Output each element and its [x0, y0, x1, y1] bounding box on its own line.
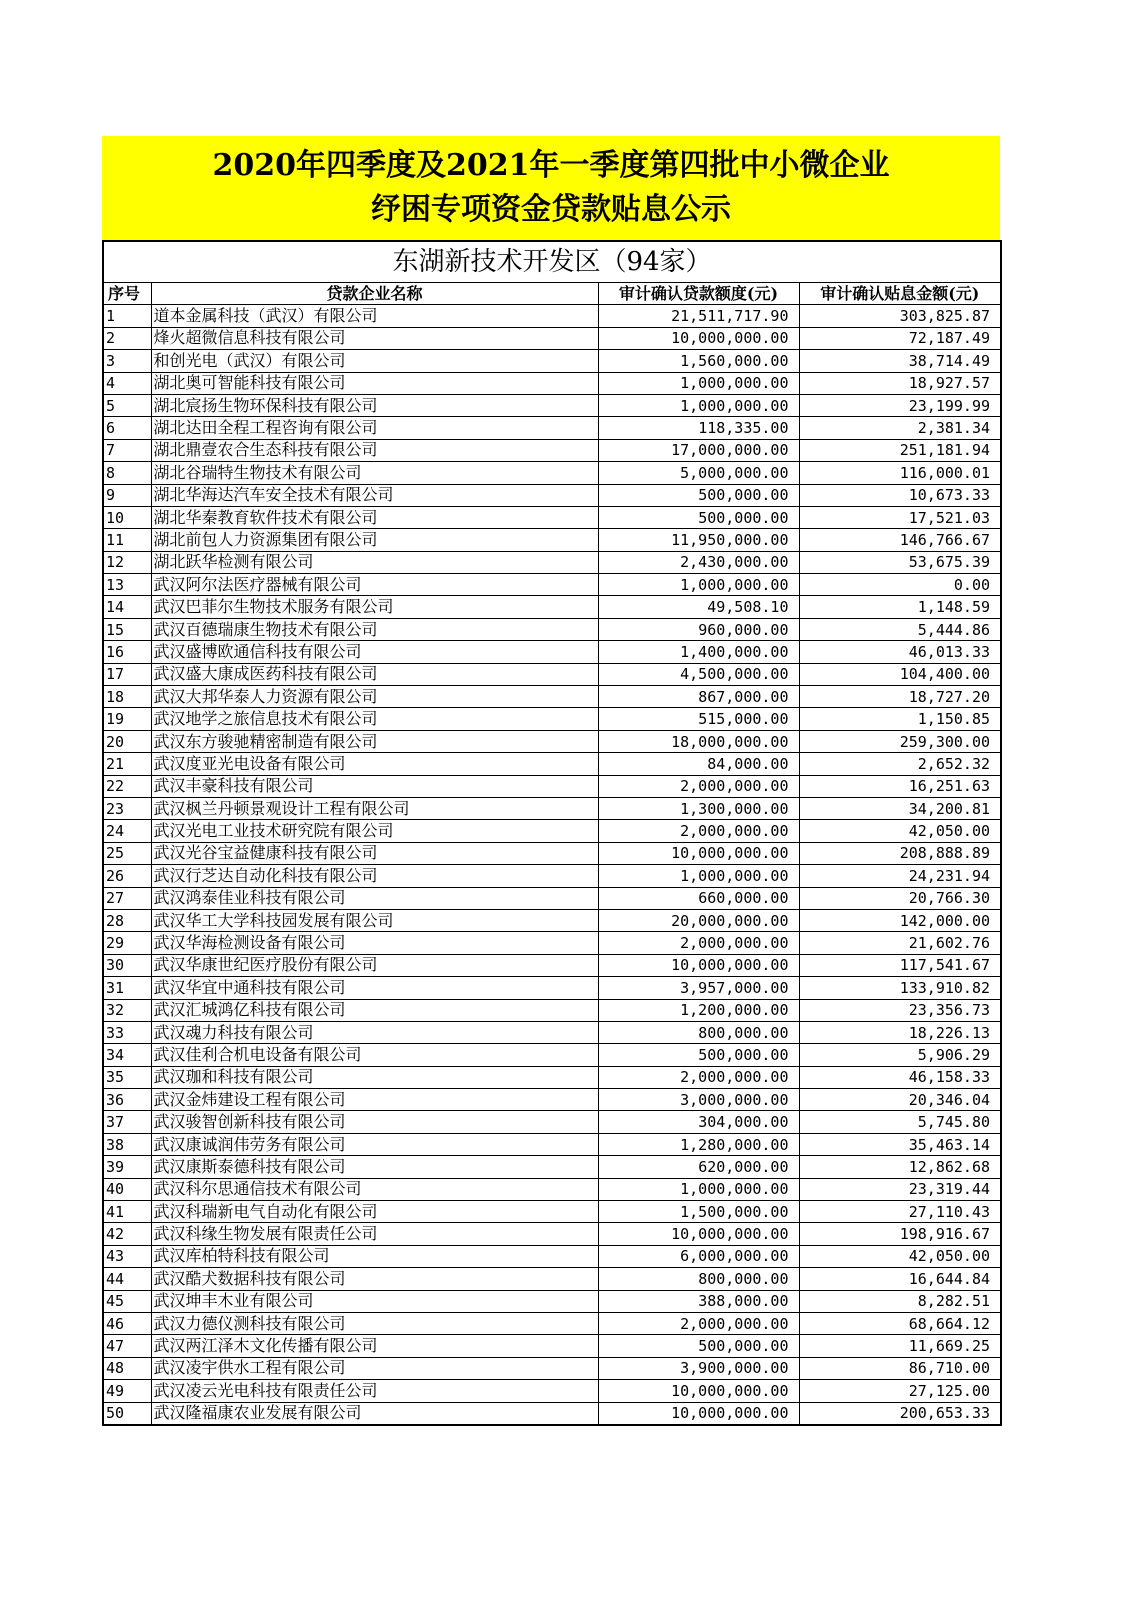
- table-row: [103, 1089, 1001, 1111]
- table-row: [103, 954, 1001, 976]
- row-subsidy-amount: 18,226.13: [799, 1021, 1001, 1043]
- row-company: 和创光电（武汉）有限公司: [151, 350, 598, 372]
- row-company: 武汉隆福康农业发展有限公司: [151, 1402, 598, 1425]
- row-subsidy-amount: 20,346.04: [799, 1089, 1001, 1111]
- row-subsidy-amount: 18,727.20: [799, 686, 1001, 708]
- row-company: 武汉魂力科技有限公司: [151, 1021, 598, 1043]
- table-row: [103, 842, 1001, 864]
- table-row: [103, 1223, 1001, 1245]
- row-seq: 47: [103, 1335, 151, 1357]
- row-seq: 40: [103, 1178, 151, 1200]
- row-company: 湖北华海达汽车安全技术有限公司: [151, 484, 598, 506]
- row-company: 武汉巴菲尔生物技术服务有限公司: [151, 596, 598, 618]
- row-company: 武汉鸿泰佳业科技有限公司: [151, 887, 598, 909]
- row-subsidy-amount: 16,251.63: [799, 775, 1001, 797]
- row-subsidy-amount: 24,231.94: [799, 865, 1001, 887]
- table-row: [103, 1290, 1001, 1312]
- row-company: 武汉凌云光电科技有限责任公司: [151, 1380, 598, 1402]
- row-loan-amount: 660,000.00: [598, 887, 799, 909]
- table-row: [103, 1335, 1001, 1357]
- row-subsidy-amount: 104,400.00: [799, 663, 1001, 685]
- row-seq: 15: [103, 618, 151, 640]
- row-subsidy-amount: 133,910.82: [799, 977, 1001, 999]
- row-company: 武汉珈和科技有限公司: [151, 1066, 598, 1088]
- row-company: 湖北华秦教育软件技术有限公司: [151, 506, 598, 528]
- row-seq: 2: [103, 327, 151, 349]
- row-loan-amount: 11,950,000.00: [598, 529, 799, 551]
- row-company: 烽火超微信息科技有限公司: [151, 327, 598, 349]
- row-subsidy-amount: 12,862.68: [799, 1156, 1001, 1178]
- header-company: 贷款企业名称: [151, 283, 598, 305]
- row-subsidy-amount: 86,710.00: [799, 1357, 1001, 1379]
- row-company: 武汉汇城鸿亿科技有限公司: [151, 999, 598, 1021]
- row-loan-amount: 515,000.00: [598, 708, 799, 730]
- row-company: 武汉光谷宝益健康科技有限公司: [151, 842, 598, 864]
- row-subsidy-amount: 10,673.33: [799, 484, 1001, 506]
- row-subsidy-amount: 11,669.25: [799, 1335, 1001, 1357]
- row-loan-amount: 10,000,000.00: [598, 327, 799, 349]
- row-seq: 46: [103, 1312, 151, 1334]
- table-row: [103, 730, 1001, 752]
- row-subsidy-amount: 259,300.00: [799, 730, 1001, 752]
- row-subsidy-amount: 142,000.00: [799, 909, 1001, 931]
- row-company: 武汉枫兰丹顿景观设计工程有限公司: [151, 797, 598, 819]
- row-loan-amount: 960,000.00: [598, 618, 799, 640]
- row-loan-amount: 3,957,000.00: [598, 977, 799, 999]
- row-subsidy-amount: 251,181.94: [799, 439, 1001, 461]
- table-row: [103, 1111, 1001, 1133]
- row-seq: 20: [103, 730, 151, 752]
- row-company: 武汉东方骏驰精密制造有限公司: [151, 730, 598, 752]
- row-loan-amount: 17,000,000.00: [598, 439, 799, 461]
- row-seq: 36: [103, 1089, 151, 1111]
- row-seq: 45: [103, 1290, 151, 1312]
- row-company: 武汉地学之旅信息技术有限公司: [151, 708, 598, 730]
- row-loan-amount: 49,508.10: [598, 596, 799, 618]
- row-seq: 12: [103, 551, 151, 573]
- row-subsidy-amount: 17,521.03: [799, 506, 1001, 528]
- row-loan-amount: 800,000.00: [598, 1021, 799, 1043]
- row-seq: 35: [103, 1066, 151, 1088]
- row-subsidy-amount: 23,319.44: [799, 1178, 1001, 1200]
- row-subsidy-amount: 8,282.51: [799, 1290, 1001, 1312]
- row-seq: 39: [103, 1156, 151, 1178]
- row-subsidy-amount: 42,050.00: [799, 820, 1001, 842]
- table-row: [103, 797, 1001, 819]
- row-seq: 43: [103, 1245, 151, 1267]
- row-company: 湖北奥可智能科技有限公司: [151, 372, 598, 394]
- row-company: 武汉佳利合机电设备有限公司: [151, 1044, 598, 1066]
- row-company: 武汉康斯泰德科技有限公司: [151, 1156, 598, 1178]
- row-seq: 11: [103, 529, 151, 551]
- row-seq: 9: [103, 484, 151, 506]
- row-subsidy-amount: 146,766.67: [799, 529, 1001, 551]
- table-row: [103, 305, 1001, 327]
- row-subsidy-amount: 198,916.67: [799, 1223, 1001, 1245]
- row-company: 武汉行芝达自动化科技有限公司: [151, 865, 598, 887]
- row-seq: 29: [103, 932, 151, 954]
- row-company: 道本金属科技（武汉）有限公司: [151, 305, 598, 327]
- row-seq: 14: [103, 596, 151, 618]
- table-row: [103, 529, 1001, 551]
- row-subsidy-amount: 18,927.57: [799, 372, 1001, 394]
- row-loan-amount: 1,000,000.00: [598, 372, 799, 394]
- row-loan-amount: 500,000.00: [598, 1335, 799, 1357]
- row-seq: 16: [103, 641, 151, 663]
- table-row: [103, 618, 1001, 640]
- row-loan-amount: 2,430,000.00: [598, 551, 799, 573]
- row-seq: 4: [103, 372, 151, 394]
- row-company: 武汉度亚光电设备有限公司: [151, 753, 598, 775]
- row-loan-amount: 1,280,000.00: [598, 1133, 799, 1155]
- row-seq: 26: [103, 865, 151, 887]
- row-loan-amount: 1,200,000.00: [598, 999, 799, 1021]
- row-seq: 23: [103, 797, 151, 819]
- region-title: 东湖新技术开发区（94家）: [103, 241, 1001, 283]
- row-seq: 49: [103, 1380, 151, 1402]
- row-seq: 5: [103, 394, 151, 416]
- row-loan-amount: 1,300,000.00: [598, 797, 799, 819]
- header-row: [103, 283, 1001, 305]
- table-row: [103, 462, 1001, 484]
- row-company: 湖北宸扬生物环保科技有限公司: [151, 394, 598, 416]
- row-loan-amount: 5,000,000.00: [598, 462, 799, 484]
- table-row: [103, 999, 1001, 1021]
- row-seq: 48: [103, 1357, 151, 1379]
- row-seq: 17: [103, 663, 151, 685]
- table-row: [103, 372, 1001, 394]
- header-seq: 序号: [103, 283, 151, 305]
- header-subsidy-amount: 审计确认贴息金额(元): [799, 283, 1001, 305]
- row-seq: 38: [103, 1133, 151, 1155]
- row-loan-amount: 500,000.00: [598, 506, 799, 528]
- table-row: [103, 506, 1001, 528]
- row-loan-amount: 500,000.00: [598, 1044, 799, 1066]
- row-loan-amount: 1,000,000.00: [598, 394, 799, 416]
- row-seq: 19: [103, 708, 151, 730]
- row-company: 武汉大邦华泰人力资源有限公司: [151, 686, 598, 708]
- row-loan-amount: 21,511,717.90: [598, 305, 799, 327]
- row-subsidy-amount: 27,125.00: [799, 1380, 1001, 1402]
- title-line-2: 纾困专项资金贷款贴息公示: [371, 192, 731, 227]
- row-loan-amount: 2,000,000.00: [598, 932, 799, 954]
- row-subsidy-amount: 23,199.99: [799, 394, 1001, 416]
- row-subsidy-amount: 46,158.33: [799, 1066, 1001, 1088]
- row-company: 武汉华海检测设备有限公司: [151, 932, 598, 954]
- table-row: [103, 551, 1001, 573]
- row-loan-amount: 388,000.00: [598, 1290, 799, 1312]
- row-company: 武汉金炜建设工程有限公司: [151, 1089, 598, 1111]
- row-company: 武汉科瑞新电气自动化有限公司: [151, 1201, 598, 1223]
- row-subsidy-amount: 2,381.34: [799, 417, 1001, 439]
- table-row: [103, 1156, 1001, 1178]
- row-company: 武汉华康世纪医疗股份有限公司: [151, 954, 598, 976]
- table-row: [103, 1021, 1001, 1043]
- table-row: [103, 708, 1001, 730]
- row-loan-amount: 2,000,000.00: [598, 820, 799, 842]
- row-subsidy-amount: 72,187.49: [799, 327, 1001, 349]
- row-company: 武汉坤丰木业有限公司: [151, 1290, 598, 1312]
- row-subsidy-amount: 53,675.39: [799, 551, 1001, 573]
- table-row: [103, 1201, 1001, 1223]
- table-row: [103, 865, 1001, 887]
- table-row: [103, 394, 1001, 416]
- row-company: 武汉盛博欧通信科技有限公司: [151, 641, 598, 663]
- row-seq: 10: [103, 506, 151, 528]
- row-subsidy-amount: 5,906.29: [799, 1044, 1001, 1066]
- loan-subsidy-table: [102, 240, 1002, 1426]
- row-company: 湖北达田全程工程咨询有限公司: [151, 417, 598, 439]
- row-seq: 33: [103, 1021, 151, 1043]
- row-company: 武汉两江泽木文化传播有限公司: [151, 1335, 598, 1357]
- row-loan-amount: 1,000,000.00: [598, 1178, 799, 1200]
- row-subsidy-amount: 42,050.00: [799, 1245, 1001, 1267]
- row-company: 武汉骏智创新科技有限公司: [151, 1111, 598, 1133]
- row-company: 武汉康诚润伟劳务有限公司: [151, 1133, 598, 1155]
- row-loan-amount: 867,000.00: [598, 686, 799, 708]
- row-loan-amount: 10,000,000.00: [598, 1402, 799, 1425]
- row-seq: 18: [103, 686, 151, 708]
- row-subsidy-amount: 5,745.80: [799, 1111, 1001, 1133]
- table-row: [103, 753, 1001, 775]
- table-row: [103, 484, 1001, 506]
- table-row: [103, 1245, 1001, 1267]
- row-subsidy-amount: 23,356.73: [799, 999, 1001, 1021]
- row-subsidy-amount: 27,110.43: [799, 1201, 1001, 1223]
- row-company: 武汉华工大学科技园发展有限公司: [151, 909, 598, 931]
- row-loan-amount: 10,000,000.00: [598, 954, 799, 976]
- row-loan-amount: 2,000,000.00: [598, 775, 799, 797]
- table-row: [103, 932, 1001, 954]
- row-loan-amount: 10,000,000.00: [598, 842, 799, 864]
- row-loan-amount: 3,900,000.00: [598, 1357, 799, 1379]
- table-row: [103, 350, 1001, 372]
- row-subsidy-amount: 117,541.67: [799, 954, 1001, 976]
- table-row: [103, 1357, 1001, 1379]
- table-row: [103, 977, 1001, 999]
- row-company: 武汉盛大康成医药科技有限公司: [151, 663, 598, 685]
- row-company: 武汉库柏特科技有限公司: [151, 1245, 598, 1267]
- row-subsidy-amount: 35,463.14: [799, 1133, 1001, 1155]
- row-loan-amount: 2,000,000.00: [598, 1312, 799, 1334]
- table-row: [103, 1133, 1001, 1155]
- row-seq: 31: [103, 977, 151, 999]
- row-loan-amount: 3,000,000.00: [598, 1089, 799, 1111]
- row-subsidy-amount: 20,766.30: [799, 887, 1001, 909]
- row-company: 武汉科缘生物发展有限责任公司: [151, 1223, 598, 1245]
- row-subsidy-amount: 5,444.86: [799, 618, 1001, 640]
- table-row: [103, 1312, 1001, 1334]
- row-company: 湖北前包人力资源集团有限公司: [151, 529, 598, 551]
- row-seq: 25: [103, 842, 151, 864]
- row-seq: 21: [103, 753, 151, 775]
- row-seq: 42: [103, 1223, 151, 1245]
- table-row: [103, 887, 1001, 909]
- row-seq: 7: [103, 439, 151, 461]
- row-seq: 22: [103, 775, 151, 797]
- row-company: 武汉光电工业技术研究院有限公司: [151, 820, 598, 842]
- row-company: 湖北跃华检测有限公司: [151, 551, 598, 573]
- row-seq: 32: [103, 999, 151, 1021]
- row-subsidy-amount: 34,200.81: [799, 797, 1001, 819]
- row-loan-amount: 1,000,000.00: [598, 865, 799, 887]
- table-row: [103, 686, 1001, 708]
- table-row: [103, 775, 1001, 797]
- table-row: [103, 1268, 1001, 1290]
- table-row: [103, 596, 1001, 618]
- row-subsidy-amount: 21,602.76: [799, 932, 1001, 954]
- table-row: [103, 1402, 1001, 1425]
- row-loan-amount: 18,000,000.00: [598, 730, 799, 752]
- row-loan-amount: 10,000,000.00: [598, 1380, 799, 1402]
- row-loan-amount: 1,400,000.00: [598, 641, 799, 663]
- row-loan-amount: 304,000.00: [598, 1111, 799, 1133]
- row-seq: 30: [103, 954, 151, 976]
- row-loan-amount: 10,000,000.00: [598, 1223, 799, 1245]
- table-row: [103, 909, 1001, 931]
- table-row: [103, 417, 1001, 439]
- row-loan-amount: 800,000.00: [598, 1268, 799, 1290]
- row-loan-amount: 118,335.00: [598, 417, 799, 439]
- row-loan-amount: 620,000.00: [598, 1156, 799, 1178]
- row-seq: 28: [103, 909, 151, 931]
- row-seq: 27: [103, 887, 151, 909]
- subsidy-notice-sheet: [102, 136, 1000, 1426]
- row-loan-amount: 1,500,000.00: [598, 1201, 799, 1223]
- row-company: 武汉凌宇供水工程有限公司: [151, 1357, 598, 1379]
- row-subsidy-amount: 208,888.89: [799, 842, 1001, 864]
- title-banner: [102, 136, 1000, 240]
- row-loan-amount: 6,000,000.00: [598, 1245, 799, 1267]
- row-company: 武汉酷犬数据科技有限公司: [151, 1268, 598, 1290]
- row-loan-amount: 20,000,000.00: [598, 909, 799, 931]
- table-row: [103, 663, 1001, 685]
- row-company: 湖北谷瑞特生物技术有限公司: [151, 462, 598, 484]
- row-seq: 6: [103, 417, 151, 439]
- table-row: [103, 574, 1001, 596]
- table-row: [103, 820, 1001, 842]
- row-seq: 41: [103, 1201, 151, 1223]
- row-subsidy-amount: 1,148.59: [799, 596, 1001, 618]
- row-subsidy-amount: 16,644.84: [799, 1268, 1001, 1290]
- table-row: [103, 641, 1001, 663]
- row-seq: 3: [103, 350, 151, 372]
- table-row: [103, 1066, 1001, 1088]
- row-loan-amount: 1,000,000.00: [598, 574, 799, 596]
- row-seq: 44: [103, 1268, 151, 1290]
- row-company: 湖北鼎壹农合生态科技有限公司: [151, 439, 598, 461]
- row-subsidy-amount: 68,664.12: [799, 1312, 1001, 1334]
- row-loan-amount: 4,500,000.00: [598, 663, 799, 685]
- row-loan-amount: 1,560,000.00: [598, 350, 799, 372]
- header-loan-amount: 审计确认贷款额度(元): [598, 283, 799, 305]
- row-company: 武汉百德瑞康生物技术有限公司: [151, 618, 598, 640]
- row-subsidy-amount: 46,013.33: [799, 641, 1001, 663]
- row-loan-amount: 84,000.00: [598, 753, 799, 775]
- row-company: 武汉科尔思通信技术有限公司: [151, 1178, 598, 1200]
- row-seq: 8: [103, 462, 151, 484]
- table-row: [103, 327, 1001, 349]
- row-seq: 37: [103, 1111, 151, 1133]
- table-row: [103, 1044, 1001, 1066]
- row-seq: 34: [103, 1044, 151, 1066]
- row-subsidy-amount: 0.00: [799, 574, 1001, 596]
- table-row: [103, 439, 1001, 461]
- row-company: 武汉华宜中通科技有限公司: [151, 977, 598, 999]
- title-line-1: 2020年四季度及2021年一季度第四批中小微企业: [212, 148, 890, 183]
- row-subsidy-amount: 116,000.01: [799, 462, 1001, 484]
- row-seq: 24: [103, 820, 151, 842]
- row-company: 武汉阿尔法医疗器械有限公司: [151, 574, 598, 596]
- row-seq: 1: [103, 305, 151, 327]
- row-company: 武汉力德仪测科技有限公司: [151, 1312, 598, 1334]
- table-row: [103, 1178, 1001, 1200]
- row-subsidy-amount: 1,150.85: [799, 708, 1001, 730]
- row-subsidy-amount: 200,653.33: [799, 1402, 1001, 1425]
- table-row: [103, 1380, 1001, 1402]
- row-seq: 13: [103, 574, 151, 596]
- region-row: [103, 241, 1001, 283]
- row-subsidy-amount: 2,652.32: [799, 753, 1001, 775]
- row-company: 武汉丰豪科技有限公司: [151, 775, 598, 797]
- row-seq: 50: [103, 1402, 151, 1425]
- row-subsidy-amount: 303,825.87: [799, 305, 1001, 327]
- row-loan-amount: 500,000.00: [598, 484, 799, 506]
- row-loan-amount: 2,000,000.00: [598, 1066, 799, 1088]
- row-subsidy-amount: 38,714.49: [799, 350, 1001, 372]
